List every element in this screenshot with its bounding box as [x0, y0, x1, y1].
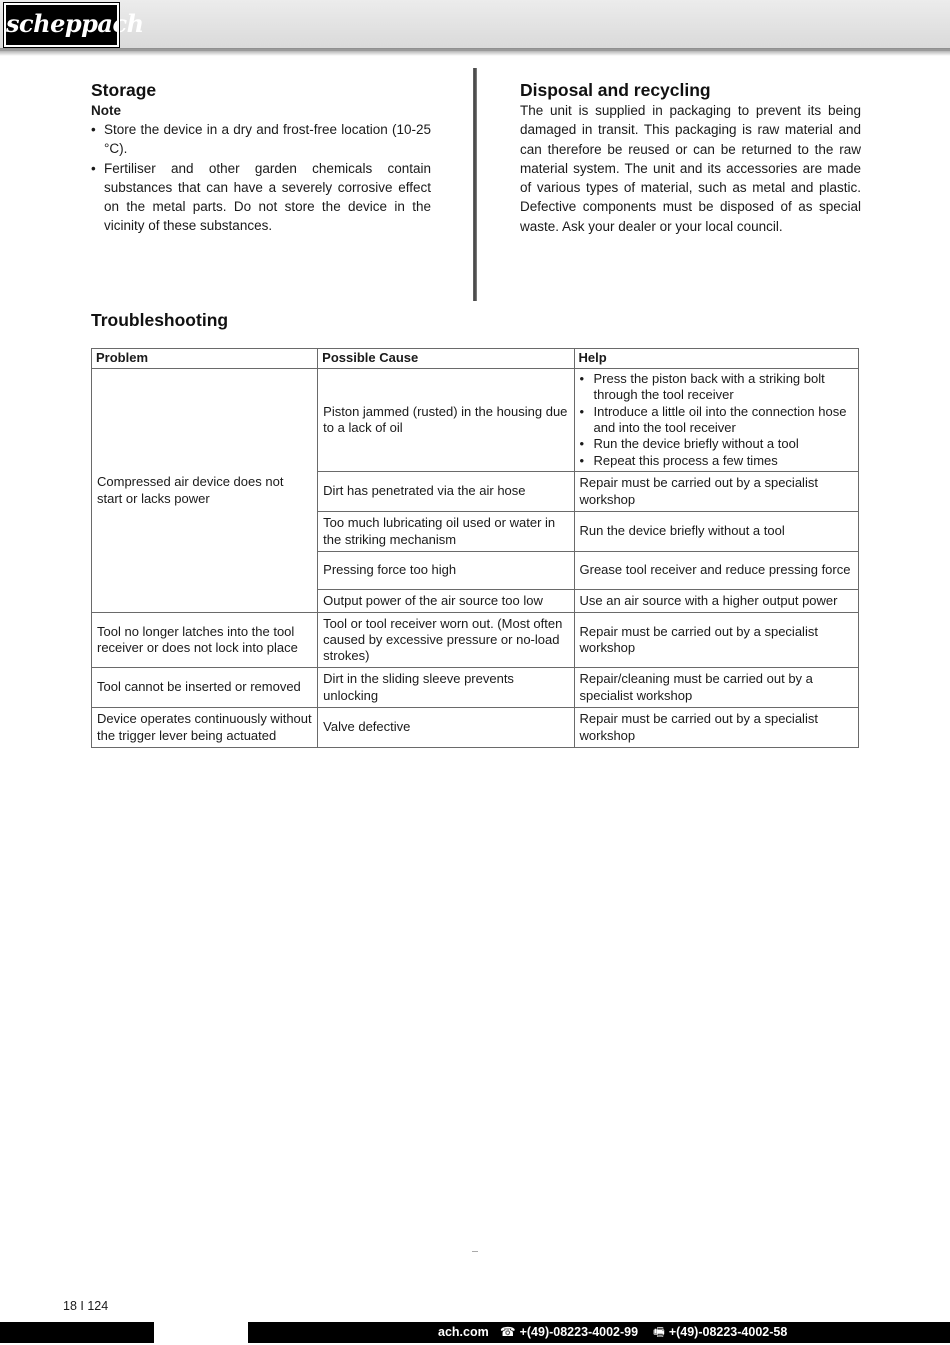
help-bullet: • Run the device briefly without a tool: [580, 436, 854, 452]
problem-cell: Device operates continuously without the trigger lever being actuated: [92, 708, 318, 748]
footer-website[interactable]: ach.com: [438, 1325, 489, 1339]
disposal-section: [520, 79, 861, 236]
storage-section: [91, 79, 431, 236]
help-bullet: • Repeat this process a few times: [580, 453, 854, 469]
disposal-title: Disposal and recycling: [520, 80, 711, 100]
cause-cell: Piston jammed (rusted) in the housing due to a lack of oil: [318, 369, 574, 472]
footer-bar-left: [0, 1322, 154, 1343]
help-cell: [574, 369, 859, 472]
problem-cell: Tool no longer latches into the tool receiver or does not lock into place: [92, 613, 318, 668]
help-bullet: • Introduce a little oil into the connection hose and into the tool receiver: [580, 404, 854, 437]
cause-cell: Output power of the air source too low: [318, 590, 574, 613]
header-shadow: [0, 48, 950, 56]
troubleshooting-title: Troubleshooting: [91, 310, 229, 330]
cause-cell: Valve defective: [318, 708, 574, 748]
footer-fax: [653, 1322, 787, 1343]
fax-icon: 🖷: [653, 1325, 665, 1339]
page-header: [0, 0, 950, 51]
help-bullet-list: [580, 371, 854, 469]
storage-note-label: Note: [91, 103, 121, 118]
help-cell: Repair must be carried out by a specialist workshop: [574, 613, 859, 668]
storage-bullet: • Store the device in a dry and frost-free location (10-25 °C).: [91, 120, 431, 159]
page-number: 18 I 124: [63, 1299, 109, 1313]
scheppach-logo: scheppach: [4, 3, 119, 47]
help-cell: Repair/cleaning must be carried out by a specialist workshop: [574, 668, 859, 708]
table-header-row: [92, 349, 859, 369]
header-problem: Problem: [92, 349, 318, 369]
help-bullet: • Press the piston back with a striking bolt through the tool receiver: [580, 371, 854, 404]
problem-cell: Compressed air device does not start or lacks power: [92, 369, 318, 613]
footer-phone-number: +(49)-08223-4002-99: [519, 1325, 639, 1339]
storage-bullet-list: [91, 120, 431, 236]
table-row: [92, 369, 859, 472]
storage-bullet: • Fertiliser and other garden chemicals contain substances that can have a severely corrosive effect on the metal parts. Do not store the device in the vicinity of these substances.: [91, 159, 431, 236]
decorative-mark: [472, 1251, 478, 1252]
table-row: [92, 708, 859, 748]
help-cell: Repair must be carried out by a specialist workshop: [574, 472, 859, 512]
footer-fax-number: +(49)-08223-4002-58: [668, 1325, 788, 1339]
phone-icon: ☎: [500, 1325, 516, 1339]
table-row: [92, 668, 859, 708]
problem-cell: Tool cannot be inserted or removed: [92, 668, 318, 708]
help-cell: Run the device briefly without a tool: [574, 512, 859, 552]
header-help: Help: [574, 349, 859, 369]
cause-cell: Dirt in the sliding sleeve prevents unlocking: [318, 668, 574, 708]
help-cell: Use an air source with a higher output power: [574, 590, 859, 613]
disposal-text: The unit is supplied in packaging to prevent its being damaged in transit. This packaging is raw material and can therefore be reused or can be returned to the raw material system. The unit and its accessories are made of various types of material, such as metal and plastic. Defective components must be disposed of as special waste. Ask your dealer or your local council.: [520, 103, 861, 234]
help-cell: Grease tool receiver and reduce pressing force: [574, 552, 859, 590]
footer-phone: [500, 1322, 638, 1343]
troubleshooting-table: [91, 348, 859, 748]
column-divider: [473, 68, 477, 301]
footer-bar: [248, 1322, 950, 1343]
cause-cell: Tool or tool receiver worn out. (Most often caused by excessive pressure or no-load strokes): [318, 613, 574, 668]
cause-cell: Dirt has penetrated via the air hose: [318, 472, 574, 512]
cause-cell: Too much lubricating oil used or water in the striking mechanism: [318, 512, 574, 552]
help-cell: Repair must be carried out by a specialist workshop: [574, 708, 859, 748]
header-possible-cause: Possible Cause: [318, 349, 574, 369]
cause-cell: Pressing force too high: [318, 552, 574, 590]
storage-title: Storage: [91, 80, 157, 100]
table-row: [92, 613, 859, 668]
